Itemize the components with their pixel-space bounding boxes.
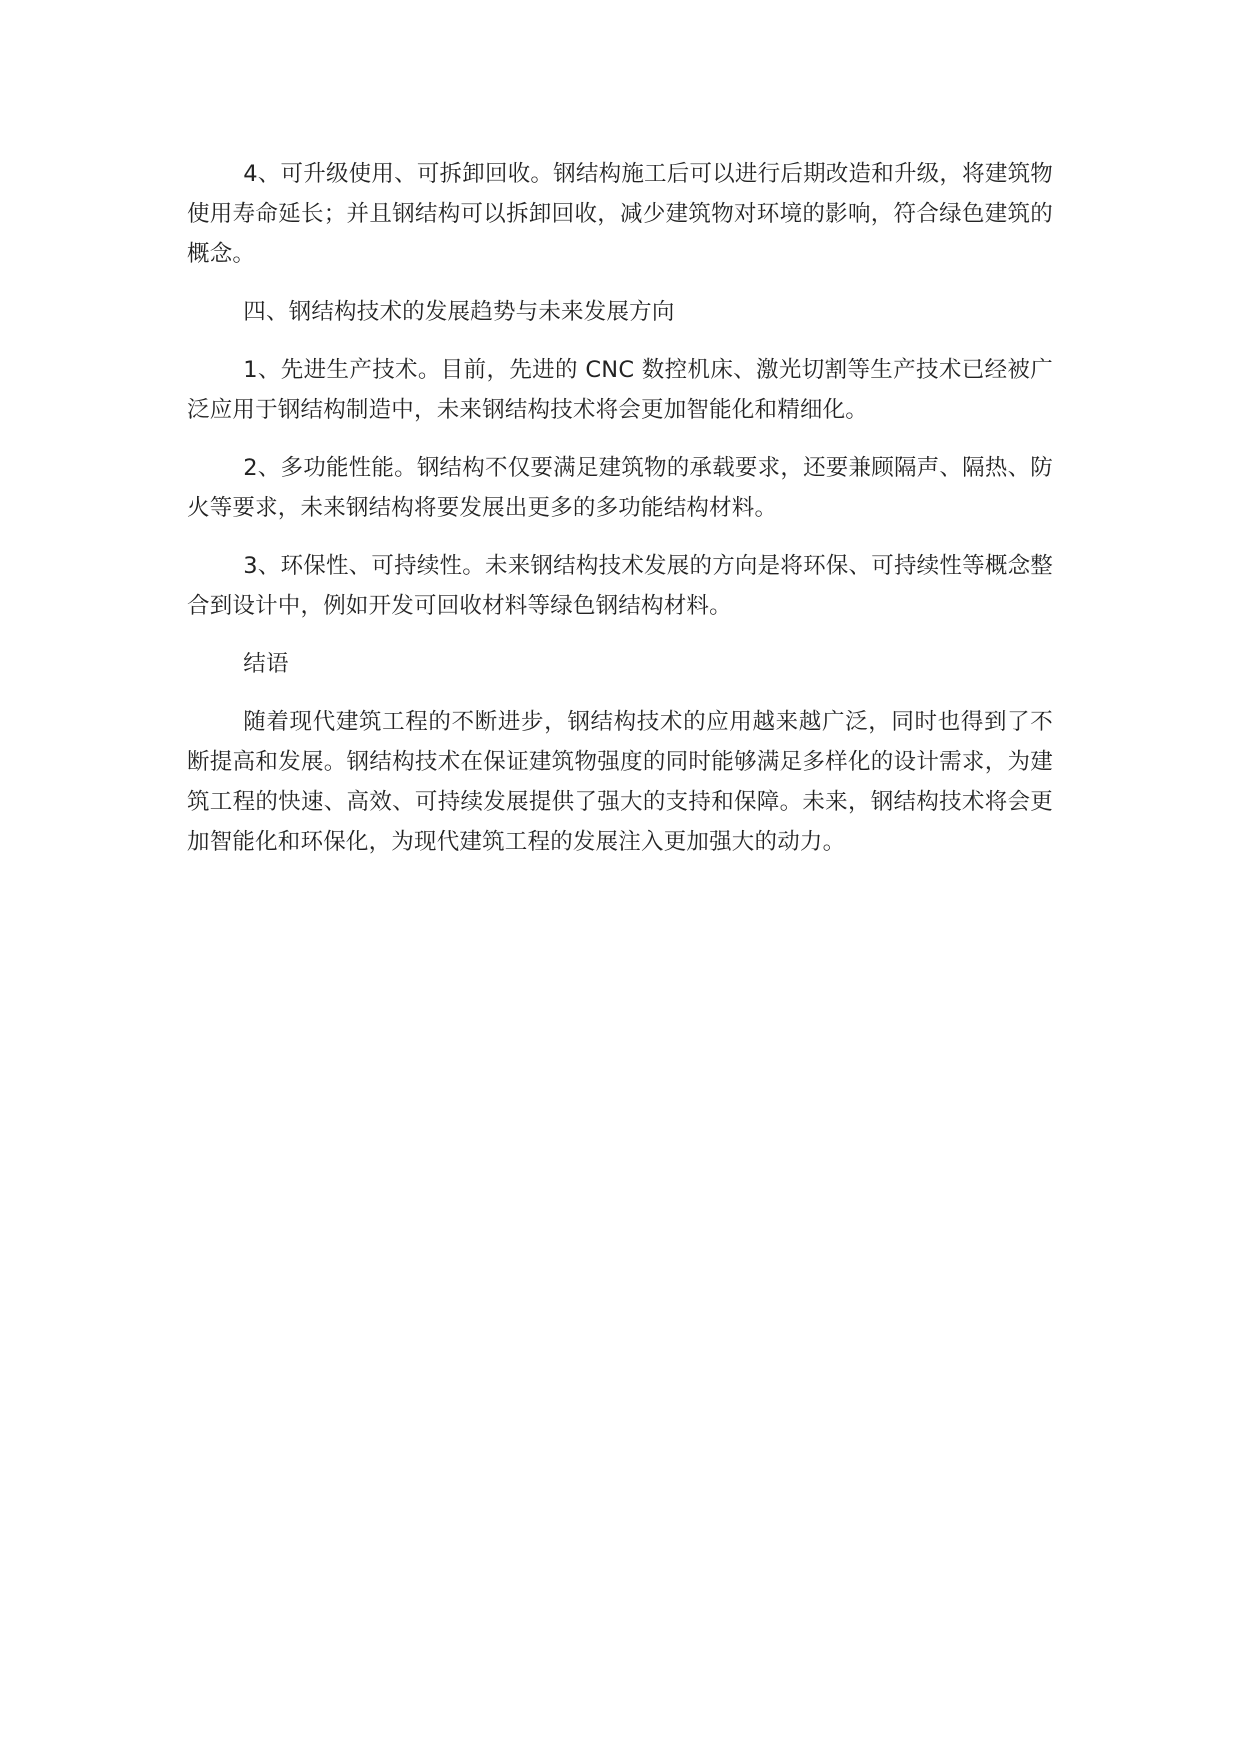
- document-body: [187, 154, 1053, 880]
- paragraph-sustainability: 3、环保性、可持续性。未来钢结构技术发展的方向是将环保、可持续性等概念整合到设计中，例如开发可回收材料等绿色钢结构材料。: [187, 553, 1053, 619]
- paragraph-advanced-production: 1、先进生产技术。目前，先进的 CNC 数控机床、激光切割等生产技术已经被广泛应用于钢结构制造中，未来钢结构技术将会更加智能化和精细化。: [187, 357, 1053, 423]
- paragraph-recyclable: 4、可升级使用、可拆卸回收。钢结构施工后可以进行后期改造和升级，将建筑物使用寿命延长；并且钢结构可以拆卸回收，减少建筑物对环境的影响，符合绿色建筑的概念。: [187, 161, 1053, 267]
- paragraph-multifunction: 2、多功能性能。钢结构不仅要满足建筑物的承载要求，还要兼顾隔声、隔热、防火等要求，未来钢结构将要发展出更多的多功能结构材料。: [187, 455, 1053, 521]
- section-heading-trends: 四、钢结构技术的发展趋势与未来发展方向: [243, 299, 675, 325]
- section-heading-conclusion: 结语: [243, 651, 289, 677]
- paragraph-conclusion: 随着现代建筑工程的不断进步，钢结构技术的应用越来越广泛，同时也得到了不断提高和发展。钢结构技术在保证建筑物强度的同时能够满足多样化的设计需求，为建筑工程的快速、高效、可持续发展提供了强大的支持和保障。未来，钢结构技术将会更加智能化和环保化，为现代建筑工程的发展注入更加强大的动力。: [187, 709, 1053, 855]
